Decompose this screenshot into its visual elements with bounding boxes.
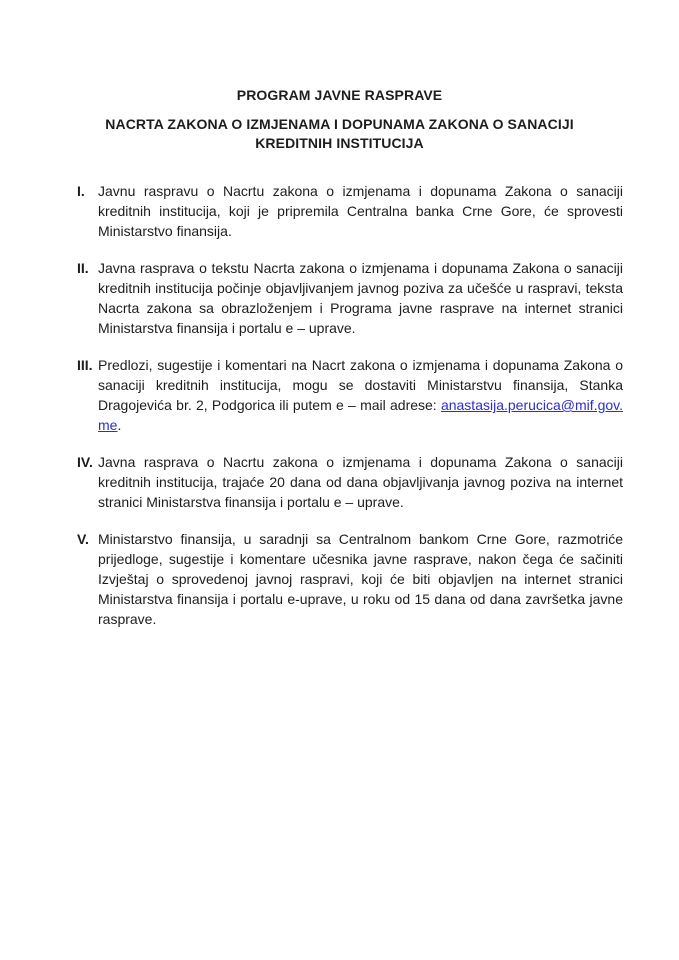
paragraph-3-numeral: III. bbox=[77, 357, 93, 373]
paragraph-2-text: Javna rasprava o tekstu Nacrta zakona o izmjenama i dopunama Zakona o sanaciji kreditnih institucija počinje objavljivanjem javnog poziva za učešće u raspravi, teksta Nacrta zakona sa obrazloženjem i Programa javne rasprave na internet stranici Ministarstva finansija i portalu e – uprave. bbox=[98, 260, 623, 336]
document-header bbox=[0, 0, 679, 153]
paragraph-5-numeral: V. bbox=[77, 531, 89, 547]
paragraph-1-text: Javnu raspravu o Nacrtu zakona o izmjenama i dopunama Zakona o sanaciji kreditnih institucija, koji je pripremila Centralna banka Crne Gore, će sprovesti Ministarstvo finansija. bbox=[98, 183, 623, 239]
paragraph-4-numeral: IV. bbox=[77, 454, 93, 470]
paragraph-4 bbox=[77, 452, 623, 512]
email-link[interactable]: anastasija.perucica@mif.gov.me bbox=[98, 397, 623, 433]
paragraph-4-text: Javna rasprava o Nacrtu zakona o izmjenama i dopunama Zakona o sanaciji kreditnih institucija, trajaće 20 dana od dana objavljivanja javnog poziva na internet stranici Ministarstva finansija i portalu e – uprave. bbox=[98, 454, 623, 510]
paragraph-1 bbox=[77, 181, 623, 241]
paragraph-5 bbox=[77, 529, 623, 629]
document-body bbox=[77, 181, 623, 629]
paragraph-3-text: Predlozi, sugestije i komentari na Nacrt zakona o izmjenama i dopunama Zakona o sanaciji kreditnih institucija, mogu se dostaviti Ministarstvu finansija, Stanka Dragojevića br. 2, Podgorica ili putem e – mail adrese: bbox=[98, 357, 623, 413]
paragraph-5-text: Ministarstvo finansija, u saradnji sa Centralnom bankom Crne Gore, razmotriće prijedloge, sugestije i komentare učesnika javne rasprave, nakon čega će sačiniti Izvještaj o sprovedenoj javnoj raspravi, koji će biti objavljen na internet stranici Ministarstva finansija i portalu e-uprave, u roku od 15 dana od dana završetka javne rasprave. bbox=[98, 531, 623, 627]
document-subtitle: NACRTA ZAKONA O IZMJENAMA I DOPUNAMA ZAKONA O SANACIJI KREDITNIH INSTITUCIJA bbox=[105, 116, 574, 151]
paragraph-2 bbox=[77, 258, 623, 338]
paragraph-3-text-after: . bbox=[117, 417, 122, 433]
paragraph-2-numeral: II. bbox=[77, 260, 89, 276]
document-title: PROGRAM JAVNE RASPRAVE bbox=[236, 87, 443, 103]
paragraph-3 bbox=[77, 355, 623, 435]
paragraph-1-numeral: I. bbox=[77, 183, 85, 199]
